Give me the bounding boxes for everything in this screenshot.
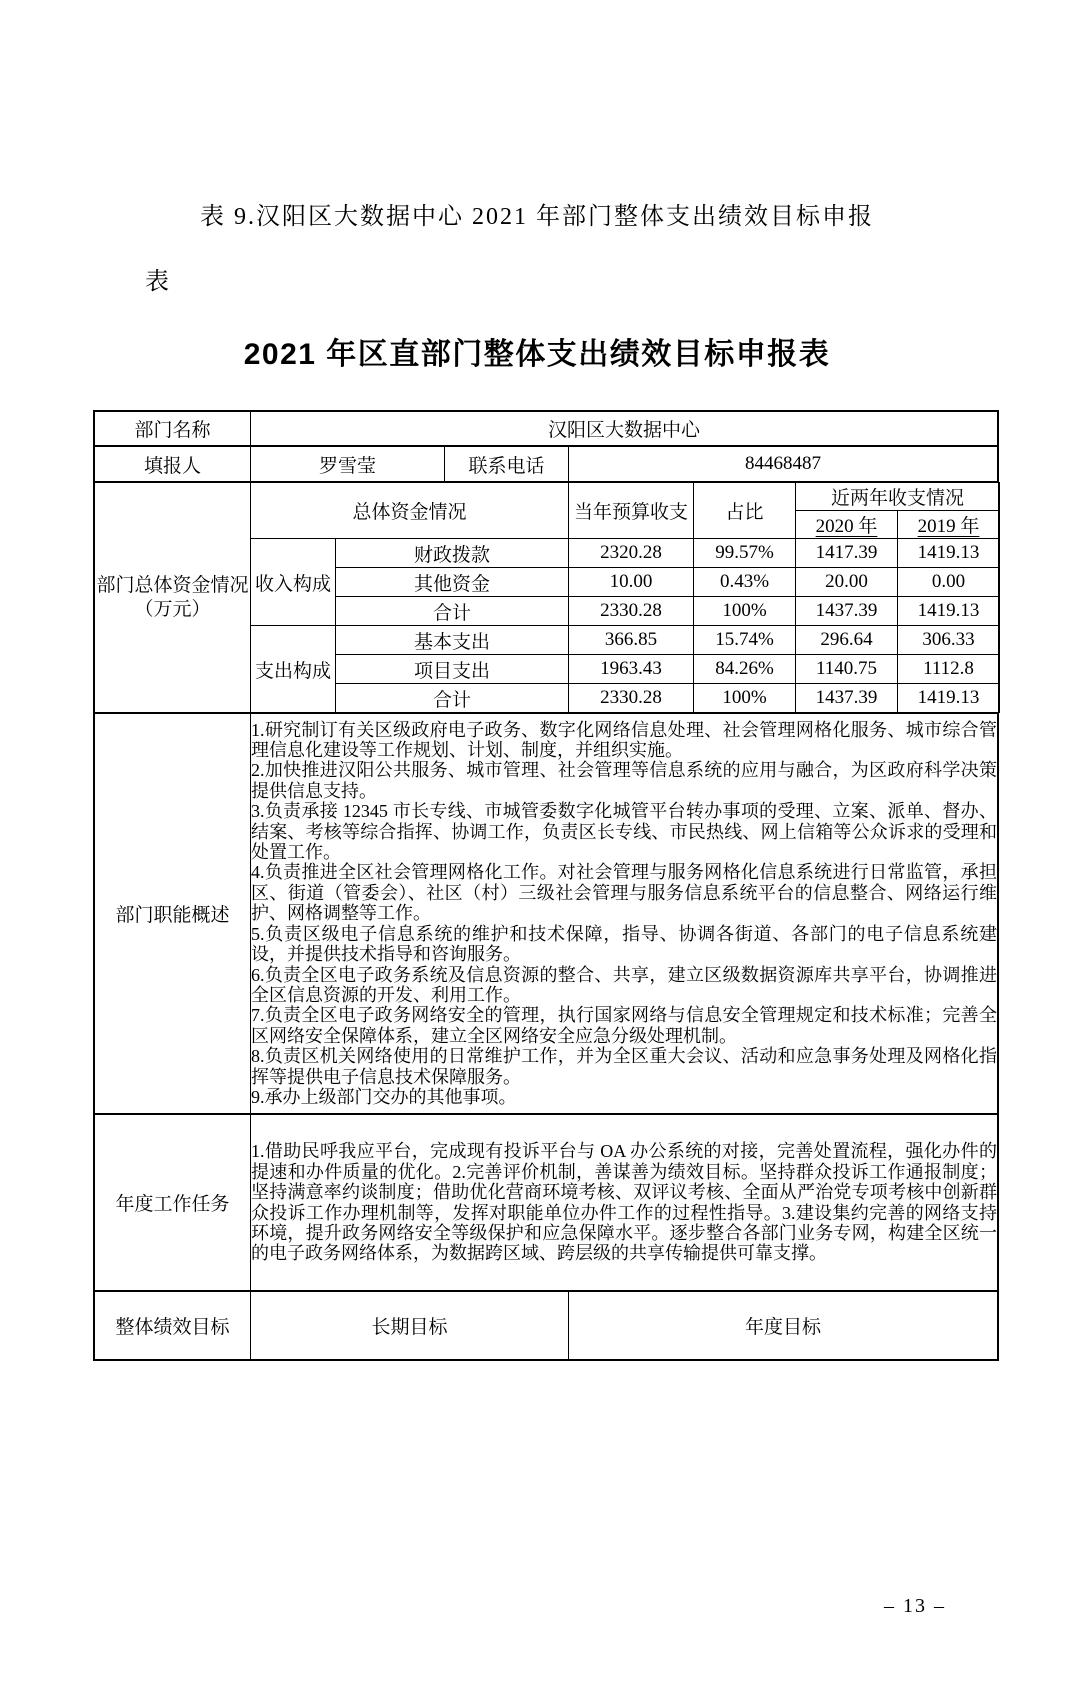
- budget-header: 当年预算收支: [569, 483, 694, 539]
- phone-label: 联系电话: [445, 447, 569, 482]
- funding-row-header-text: 部门总体资金情况: [96, 574, 249, 596]
- dept-name-label: 部门名称: [95, 412, 251, 446]
- y2020-value: 1437.39: [796, 684, 898, 713]
- tasks-band: [94, 1114, 998, 1291]
- y2020-value: 1437.39: [796, 597, 898, 626]
- function-item: 9.承办上级部门交办的其他事项。: [251, 1086, 517, 1107]
- filler-label: 填报人: [95, 447, 251, 482]
- ratio-value: 100%: [694, 597, 796, 626]
- filler-band: [94, 446, 998, 482]
- table-row: [95, 447, 998, 482]
- doc-heading-line1: 表 9.汉阳区大数据中心 2021 年部门整体支出绩效目标申报: [200, 204, 874, 230]
- function-item: 3.负责承接 12345 市长专线、市城管委数字化城管平台转办事项的受理、立案、派单、督办、结案、考核等综合指挥、协调工作，负责区长专线、市民热线、网上信箱等公众诉求的受理和处置工作。: [251, 801, 997, 863]
- budget-value: 2330.28: [569, 684, 694, 713]
- year-2019-label: 2019 年: [917, 516, 980, 537]
- goals-label: 整体绩效目标: [95, 1292, 251, 1360]
- function-item: 8.负责区机关网络使用的日常维护工作，并为全区重大会议、活动和应急事务处理及网格化指挥等提供电子信息技术保障服务。: [251, 1046, 997, 1087]
- y2019-value: 1419.13: [898, 597, 1000, 626]
- function-item: 5.负责区级电子信息系统的维护和技术保障，指导、协调各街道、各部门的电子信息系统建设，并提供技术指导和咨询服务。: [251, 923, 997, 965]
- budget-value: 366.85: [569, 626, 694, 655]
- function-item: 4.负责推进全区社会管理网格化工作。对社会管理与服务网格化信息系统进行日常监管，承担区、街道（管委会）、社区（村）三级社会管理与服务信息系统平台的信息整合、网络运行维护、网格调整等工作。: [251, 862, 997, 924]
- table-row: [95, 1115, 998, 1291]
- functions-band: [94, 713, 998, 1114]
- y2019-value: 0.00: [898, 568, 1000, 597]
- item-cell: 合计: [336, 597, 569, 626]
- item-cell: 其他资金: [336, 568, 569, 597]
- item-cell: 合计: [336, 684, 569, 713]
- y2020-value: 296.64: [796, 626, 898, 655]
- budget-value: 2320.28: [569, 539, 694, 568]
- y2020-value: 1417.39: [796, 539, 898, 568]
- filler-value: 罗雪莹: [251, 447, 445, 482]
- tasks-paragraph: 1.借助民呼我应平台，完成现有投诉平台与 OA 办公系统的对接，完善处置流程，强化办件的提速和办件质量的优化。2.完善评价机制，善谋善为绩效目标。坚持群众投诉工作通报制度；坚持满意率约谈制度；借助优化营商环境考核、双评议考核、全面从严治党专项考核中创新群众投诉工作办理机制等，发挥对职能单位办件工作的过程性指导。3.建设集约完善的网络支持环境，提升政务网络安全等级保护和应急保障水平。逐步整合各部门业务专网，构建全区统一的电子政务网络体系，为数据跨区域、跨层级的共享传输提供可靠支撑。: [251, 1141, 997, 1264]
- recent-years-header: 近两年收支情况: [796, 483, 1000, 511]
- functions-text: [251, 714, 998, 1114]
- ratio-value: 15.74%: [694, 626, 796, 655]
- item-cell: 财政拨款: [336, 539, 569, 568]
- y2019-value: 1419.13: [898, 539, 1000, 568]
- doc-heading: [145, 185, 964, 315]
- y2020-value: 20.00: [796, 568, 898, 597]
- table-row: [95, 1292, 998, 1360]
- document-page: [0, 185, 1074, 1617]
- table-row: [95, 714, 998, 1114]
- function-item: 7.负责全区电子政务网络安全的管理，执行国家网络与信息安全管理规定和技术标准；完善全区网络安全保障体系，建立全区网络安全应急分级处理机制。: [251, 1005, 997, 1046]
- ratio-value: 99.57%: [694, 539, 796, 568]
- ratio-value: 84.26%: [694, 655, 796, 684]
- y2019-value: 306.33: [898, 626, 1000, 655]
- year-2020-label: 2020 年: [815, 516, 878, 537]
- ratio-header: 占比: [694, 483, 796, 539]
- dept-name-band: [94, 411, 998, 446]
- funding-header-row: [95, 483, 1000, 511]
- y2019-value: 1419.13: [898, 684, 1000, 713]
- income-group-label: 收入构成: [251, 539, 336, 626]
- expense-group-label: 支出构成: [251, 626, 336, 713]
- y2019-value: 1112.8: [898, 655, 1000, 684]
- function-item: 2.加快推进汉阳公共服务、城市管理、社会管理等信息系统的应用与融合，为区政府科学决策提供信息支持。: [251, 760, 997, 801]
- functions-label: 部门职能概述: [95, 714, 251, 1114]
- y2020-value: 1140.75: [796, 655, 898, 684]
- function-item: 1.研究制订有关区级政府电子政务、数字化网络信息处理、社会管理网格化服务、城市综合管理信息化建设等工作规划、计划、制度，并组织实施。: [251, 719, 997, 761]
- long-term-goal-header: 长期目标: [251, 1292, 569, 1360]
- function-item: 6.负责全区电子政务系统及信息资源的整合、共享，建立区级数据资源库共享平台，协调推进全区信息资源的开发、利用工作。: [251, 964, 997, 1005]
- form-title: 2021 年区直部门整体支出绩效目标申报表: [243, 338, 831, 371]
- funding-row-header: [95, 483, 251, 713]
- doc-heading-line2: 表: [145, 269, 171, 295]
- ratio-value: 100%: [694, 684, 796, 713]
- dept-name-value: 汉阳区大数据中心: [251, 412, 998, 446]
- table-row: [95, 412, 998, 446]
- item-cell: 基本支出: [336, 626, 569, 655]
- year-2019-header: [898, 511, 1000, 539]
- declaration-table: [93, 410, 999, 1361]
- overall-funding-header: 总体资金情况: [251, 483, 569, 539]
- budget-value: 2330.28: [569, 597, 694, 626]
- budget-value: 10.00: [569, 568, 694, 597]
- funding-table: [94, 482, 1000, 713]
- ratio-value: 0.43%: [694, 568, 796, 597]
- page-number: – 13 –: [884, 1595, 946, 1617]
- item-cell: 项目支出: [336, 655, 569, 684]
- budget-value: 1963.43: [569, 655, 694, 684]
- funding-row-header-unit: （万元）: [134, 598, 211, 620]
- tasks-label: 年度工作任务: [95, 1115, 251, 1291]
- phone-value: 84468487: [569, 447, 998, 482]
- year-2020-header: [796, 511, 898, 539]
- annual-goal-header: 年度目标: [569, 1292, 998, 1360]
- goals-band: [94, 1291, 998, 1360]
- tasks-text: [251, 1115, 998, 1291]
